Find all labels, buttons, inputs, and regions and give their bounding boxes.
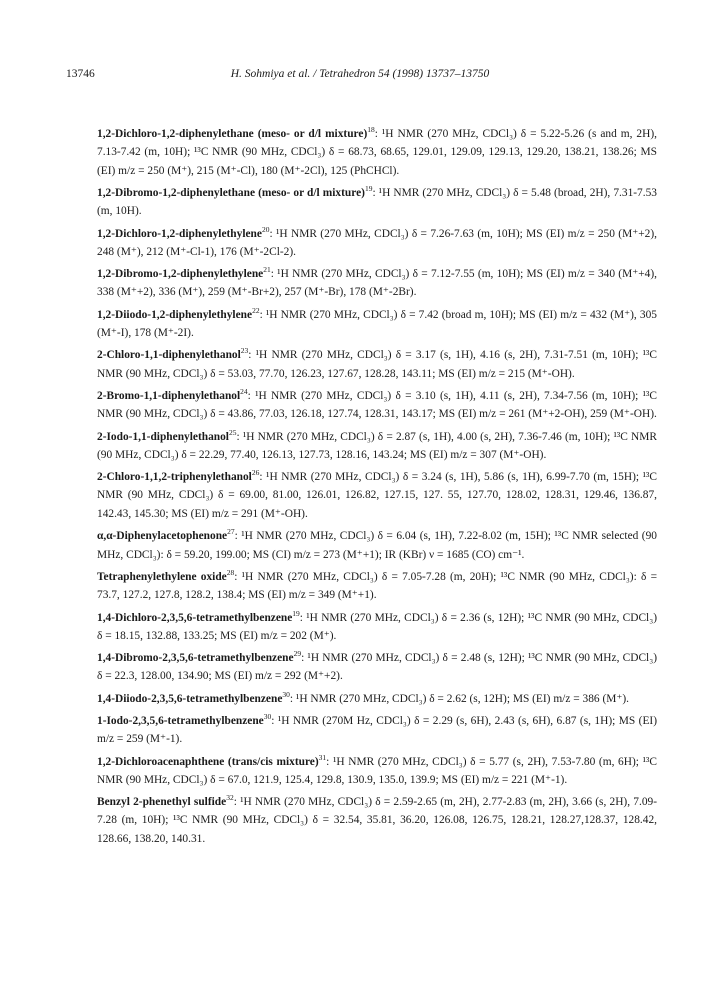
compound-name: 2-Chloro-1,1-diphenylethanol (97, 349, 241, 362)
compound-entry (97, 749, 657, 790)
compound-name: Tetraphenylethylene oxide (97, 570, 227, 583)
compound-name: α,α-Diphenylacetophenone (97, 530, 228, 543)
reference-superscript: 31 (318, 752, 327, 762)
spectral-data: : ¹H NMR (270 MHz, CDCl₃) δ = 3.24 (s, 1H), 5.86 (s, 1H), 6.99-7.70 (m, 15H); ¹³C NMR (90 MHz, CDCl₃) δ = 69.00, 81.00, 126.01, 126.82, 127.15, 127. 55, 127.70, 128.02, 128.31, 129.46, 136.87, 142.43, 145.30; MS (EI) m/z = 291 (M⁺-OH). (97, 471, 657, 520)
compound-entry (97, 342, 657, 383)
reference-superscript: 19 (292, 608, 300, 618)
compound-name: 1,2-Dichloro-1,2-diphenylethane (meso- or d/l mixture) (97, 127, 368, 140)
spectral-data: : ¹H NMR (270 MHz, CDCl₃) δ = 7.42 (broad m, 10H); MS (EI) m/z = 432 (M⁺), 305 (M⁺-I), 178 (M⁺-2I). (97, 308, 657, 340)
compound-entry (97, 221, 657, 262)
compound-name: 2-Chloro-1,1,2-triphenylethanol (97, 471, 252, 484)
compound-name: Benzyl 2-phenethyl sulfide (97, 795, 227, 808)
reference-superscript: 22 (252, 305, 260, 315)
compound-entry (97, 383, 657, 424)
compound-name: 1,2-Dibromo-1,2-diphenylethane (meso- or d/l mixture) (97, 186, 365, 199)
compound-entry (97, 564, 657, 605)
compound-data-list (97, 121, 657, 848)
spectral-data: : ¹H NMR (270 MHz, CDCl₃) δ = 2.48 (s, 12H); ¹³C NMR (90 MHz, CDCl₃) δ = 22.3, 128.00, 134.90; MS (EI) m/z = 292 (M⁺+2). (97, 651, 657, 683)
spectral-data: : ¹H NMR (270 MHz, CDCl₃) δ = 5.22-5.26 (s and m, 2H), 7.13-7.42 (m, 10H); ¹³C NMR (90 MHz, CDCl₃) δ = 68.73, 68.65, 129.01, 129.09, 129.13, 129.20, 138.21, 138.26; MS (EI) m/z = 250 (M⁺), 215 (M⁺-Cl), 180 (M⁺-2Cl), 125 (PhCHCl). (97, 127, 657, 177)
compound-entry (97, 789, 657, 848)
reference-superscript: 32 (226, 793, 234, 803)
spectral-data: : ¹H NMR (270 MHz, CDCl₃) δ = 2.59-2.65 (m, 2H), 2.77-2.83 (m, 2H), 3.66 (s, 2H), 7.09-7.28 (m, 10H); ¹³C NMR (90 MHz, CDCl₃) δ = 32.54, 35.81, 36.20, 126.08, 126.75, 128.21, 128.27,128.37, 128.42, 128.66, 138.20, 140.31. (97, 795, 657, 845)
reference-superscript: 20 (261, 224, 270, 234)
reference-superscript: 21 (263, 265, 271, 275)
spectral-data: : ¹H NMR (270 MHz, CDCl₃) δ = 3.10 (s, 1H), 4.11 (s, 2H), 7.34-7.56 (m, 10H); ¹³C NMR (90 MHz, CDCl₃) δ = 43.86, 77.03, 126.18, 127.74, 128.31, 143.17; MS (EI) m/z = 261 (M⁺+2-OH), 259 (M⁺-OH). (97, 389, 657, 421)
compound-entry (97, 708, 657, 749)
spectral-data: : ¹H NMR (270 MHz, CDCl₃) δ = 3.17 (s, 1H), 4.16 (s, 2H), 7.31-7.51 (m, 10H); ¹³C NMR (90 MHz, CDCl₃) δ = 53.03, 77.70, 126.23, 127.67, 128.28, 143.11; MS (EI) m/z = 215 (M⁺-OH). (97, 349, 657, 380)
spectral-data: : ¹H NMR (270 MHz, CDCl₃) δ = 7.05-7.28 (m, 20H); ¹³C NMR (90 MHz, CDCl₃): δ = 73.7, 127.2, 127.8, 128.2, 138.4; MS (EI) m/z = 349 (M⁺+1). (97, 570, 658, 602)
compound-entry (97, 121, 657, 180)
running-header-citation: H. Sohmiya et al. / Tetrahedron 54 (1998) 13737–13750 (230, 68, 490, 80)
compound-entry (97, 645, 657, 686)
reference-superscript: 27 (227, 527, 235, 537)
spectral-data: : ¹H NMR (270 MHz, CDCl₃) δ = 7.26-7.63 (m, 10H); MS (EI) m/z = 250 (M⁺+2), 248 (M⁺), 212 (M⁺-Cl-1), 176 (M⁺-2Cl-2). (97, 227, 657, 258)
compound-name: 1,2-Dichloroacenaphthene (trans/cis mixture) (97, 755, 319, 768)
compound-name: 2-Bromo-1,1-diphenylethanol (97, 389, 241, 402)
spectral-data: : ¹H NMR (270 MHz, CDCl₃) δ = 2.36 (s, 12H); ¹³C NMR (90 MHz, CDCl₃) δ = 18.15, 132.88, 133.25; MS (EI) m/z = 202 (M⁺). (97, 611, 657, 642)
reference-superscript: 28 (226, 567, 235, 577)
compound-name: 2-Iodo-1,1-diphenylethanol (97, 430, 229, 443)
spectral-data: : ¹H NMR (270M Hz, CDCl₃) δ = 2.29 (s, 6H), 2.43 (s, 6H), 6.87 (s, 1H); MS (EI) m/z = 259 (M⁺-1). (97, 714, 657, 746)
spectral-data: : ¹H NMR (270 MHz, CDCl₃) δ = 7.12-7.55 (m, 10H); MS (EI) m/z = 340 (M⁺+4), 338 (M⁺+2), 336 (M⁺), 259 (M⁺-Br+2), 257 (M⁺-Br), 178 (M⁺-2Br). (97, 268, 657, 299)
compound-entry (97, 523, 657, 564)
spectral-data: : ¹H NMR (270 MHz, CDCl₃) δ = 2.62 (s, 12H); MS (EI) m/z = 386 (M⁺). (289, 692, 630, 705)
compound-entry (97, 180, 657, 221)
compound-name: 1-Iodo-2,3,5,6-tetramethylbenzene (97, 714, 264, 727)
compound-name: 1,2-Diiodo-1,2-diphenylethylene (97, 308, 253, 321)
compound-entry (97, 464, 657, 523)
reference-superscript: 18 (367, 125, 375, 134)
reference-superscript: 30 (263, 711, 272, 721)
spectral-data: : ¹H NMR (270 MHz, CDCl₃) δ = 5.77 (s, 2H), 7.53-7.80 (m, 6H); ¹³C NMR (90 MHz, CDCl₃) δ = 67.0, 121.9, 125.4, 129.8, 130.9, 135.0, 139.9; MS (EI) m/z = 221 (M⁺-1). (97, 755, 657, 786)
compound-name: 1,4-Dibromo-2,3,5,6-tetramethylbenzene (97, 651, 294, 664)
compound-entry (97, 424, 657, 465)
spectral-data: : ¹H NMR (270 MHz, CDCl₃) δ = 6.04 (s, 1H), 7.22-8.02 (m, 15H); ¹³C NMR selected (90 MHz, CDCl₃): δ = 59.20, 199.00; MS (CI) m/z = 273 (M⁺+1); IR (KBr) ν = 1685 (CO) cm⁻¹. (97, 530, 657, 561)
reference-superscript: 23 (240, 346, 249, 356)
page-number: 13746 (66, 68, 95, 80)
compound-name: 1,4-Diiodo-2,3,5,6-tetramethylbenzene (97, 692, 283, 705)
reference-superscript: 19 (364, 184, 373, 194)
compound-entry (97, 686, 657, 708)
compound-name: 1,2-Dichloro-1,2-diphenylethylene (97, 227, 262, 240)
compound-entry (97, 302, 657, 343)
spectral-data: : ¹H NMR (270 MHz, CDCl₃) δ = 5.48 (broad, 2H), 7.31-7.53 (m, 10H). (97, 186, 657, 218)
compound-entry (97, 605, 657, 646)
reference-superscript: 30 (282, 689, 290, 699)
reference-superscript: 26 (251, 468, 260, 478)
spectral-data: : ¹H NMR (270 MHz, CDCl₃) δ = 2.87 (s, 1H), 4.00 (s, 2H), 7.36-7.46 (m, 10H); ¹³C NMR (90 MHz, CDCl₃) δ = 22.29, 77.40, 126.13, 127.73, 128.16, 143.24; MS (EI) m/z = 307 (M⁺-OH). (97, 430, 657, 461)
compound-name: 1,2-Dibromo-1,2-diphenylethylene (97, 268, 264, 281)
reference-superscript: 24 (240, 387, 248, 397)
compound-entry (97, 261, 657, 302)
reference-superscript: 25 (228, 427, 237, 437)
compound-name: 1,4-Dichloro-2,3,5,6-tetramethylbenzene (97, 611, 293, 624)
reference-superscript: 29 (293, 649, 302, 659)
